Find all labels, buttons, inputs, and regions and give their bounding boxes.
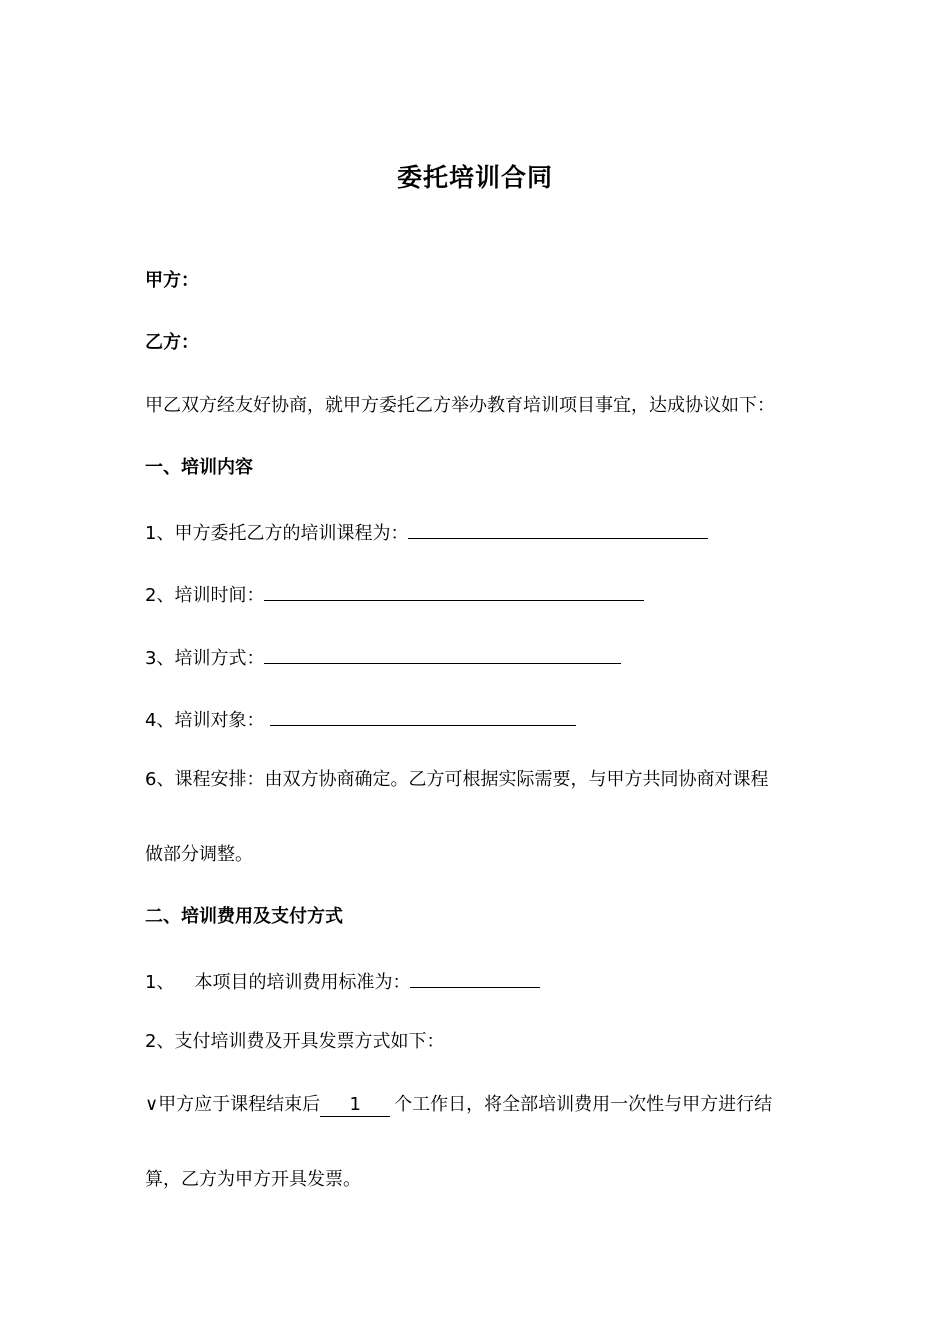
- section2-heading: 二、培训费用及支付方式: [145, 906, 343, 927]
- item3-blank: [264, 643, 621, 664]
- fee-item-label: 本项目的培训费用标准为：: [194, 972, 411, 993]
- item3-label: 3、培训方式：: [145, 648, 265, 669]
- intro-paragraph: 甲乙双方经友好协商，就甲方委托乙方举办教育培训项目事宜，达成协议如下：: [145, 395, 775, 416]
- fee-blank: [410, 967, 540, 988]
- section2-item1: [145, 967, 540, 996]
- section1-item1: [145, 518, 708, 547]
- payment-days-value: 1: [320, 1094, 390, 1117]
- section1-item6-line2: 做部分调整。: [145, 844, 253, 865]
- payment-prefix: ∨甲方应于课程结束后: [145, 1094, 321, 1115]
- payment-line1: [145, 1092, 772, 1118]
- section1-item6-line1: 6、课程安排：由双方协商确定。乙方可根据实际需要，与甲方共同协商对课程: [145, 769, 769, 790]
- section2-item2: 2、支付培训费及开具发票方式如下：: [145, 1031, 445, 1052]
- item1-label: 1、甲方委托乙方的培训课程为：: [145, 523, 409, 544]
- fee-item-number: 1、: [145, 972, 175, 993]
- party-a-label: 甲方：: [145, 270, 199, 291]
- section1-item4: [145, 705, 576, 734]
- item1-blank: [408, 518, 708, 539]
- payment-suffix: 个工作日，将全部培训费用一次性与甲方进行结: [394, 1094, 773, 1115]
- item2-blank: [264, 580, 644, 601]
- item4-blank: [270, 705, 576, 726]
- item4-label: 4、培训对象：: [145, 710, 265, 731]
- party-b-label: 乙方：: [145, 332, 199, 353]
- section1-heading: 一、培训内容: [145, 457, 253, 478]
- section1-item3: [145, 643, 621, 672]
- payment-line2: 算，乙方为甲方开具发票。: [145, 1169, 361, 1190]
- document-title: 委托培训合同: [396, 163, 553, 192]
- section1-item2: [145, 580, 644, 609]
- item2-label: 2、培训时间：: [145, 585, 265, 606]
